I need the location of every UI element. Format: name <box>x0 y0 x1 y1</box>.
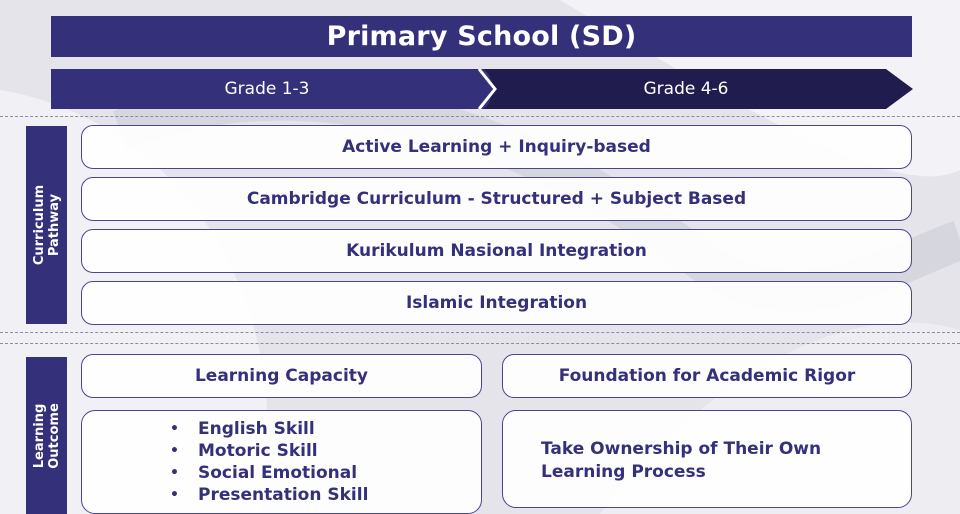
learning-outcome-label <box>26 357 67 514</box>
learning-capacity-heading: Learning Capacity <box>81 354 482 398</box>
curriculum-pathway-label <box>26 126 67 324</box>
ownership-box <box>502 410 912 508</box>
curriculum-item: Islamic Integration <box>81 281 912 325</box>
skill-item: • English Skill <box>170 418 368 440</box>
page-title: Primary School (SD) <box>51 16 912 57</box>
grade-label-upper: Grade 4-6 <box>643 79 729 99</box>
ownership-line1: Take Ownership of Their Own <box>541 439 822 459</box>
skills-box <box>81 410 482 514</box>
curriculum-item: Kurikulum Nasional Integration <box>81 229 912 273</box>
curriculum-item: Active Learning + Inquiry-based <box>81 125 912 169</box>
outcome-label-line1: Learning <box>31 403 47 468</box>
divider-line <box>0 332 960 333</box>
academic-rigor-heading: Foundation for Academic Rigor <box>502 354 912 398</box>
ownership-line2: Learning Process <box>541 462 706 482</box>
divider-line <box>0 343 960 344</box>
skills-list <box>170 418 368 506</box>
skill-item: • Social Emotional <box>170 462 368 484</box>
grade-label-lower: Grade 1-3 <box>224 79 310 99</box>
divider-line <box>0 116 960 117</box>
curriculum-item: Cambridge Curriculum - Structured + Subject Based <box>81 177 912 221</box>
skill-item: • Motoric Skill <box>170 440 368 462</box>
curriculum-label-line2: Pathway <box>46 193 62 257</box>
curriculum-label-line1: Curriculum <box>31 184 47 266</box>
ownership-text <box>541 438 821 484</box>
outcome-label-line2: Outcome <box>46 402 62 469</box>
skill-item: • Presentation Skill <box>170 484 368 506</box>
